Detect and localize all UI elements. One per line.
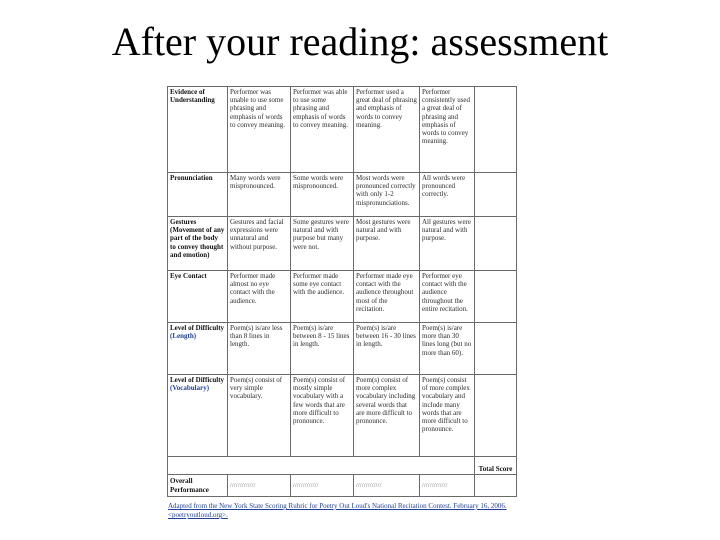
rubric-row-gestures [168, 217, 517, 271]
total-spacer [168, 457, 475, 475]
overall-mark: ///////////// [293, 482, 319, 489]
row-header-sub: (Length) [170, 332, 197, 341]
source-citation: Adapted from the New York State Scoring Rubric for Poetry Out Loud's National Recitation Contest. February 16, 2006. <poetryoutloud.org>. [168, 502, 507, 519]
rubric-cell: Most gestures were natural and with purpose. [354, 217, 420, 271]
rubric-cell: Poem(s) consist of mostly simple vocabulary with a few words that are more difficult to pronounce. [291, 375, 354, 457]
overall-mark-cell [228, 475, 291, 497]
total-score-label: Total Score [475, 457, 517, 475]
overall-mark-cell [291, 475, 354, 497]
rubric-cell: Poem(s) is/are less than 8 lines in length. [228, 323, 291, 375]
rubric-cell: Poem(s) consist of very simple vocabulary. [228, 375, 291, 457]
rubric-cell: Performer made almost no eye contact with the audience. [228, 271, 291, 323]
row-header: Gestures (Movement of any part of the body to convey thought and emotion) [168, 217, 228, 271]
rubric-cell: Some gestures were natural and with purpose but many were not. [291, 217, 354, 271]
rubric-cell: Most words were pronounced correctly with only 1-2 mispronunciations. [354, 173, 420, 217]
score-cell [475, 173, 517, 217]
rubric-row-total [168, 457, 517, 475]
rubric-cell: Performer used a great deal of phrasing and emphasis of words to convey meaning. [354, 87, 420, 173]
rubric-cell: Poem(s) is/are between 8 - 15 lines in length. [291, 323, 354, 375]
overall-mark: ///////////// [230, 482, 256, 489]
rubric-cell: All words were pronounced correctly. [420, 173, 475, 217]
rubric-cell: Performer made some eye contact with the audience. [291, 271, 354, 323]
overall-mark-cell [354, 475, 420, 497]
rubric-cell: Many words were mispronounced. [228, 173, 291, 217]
rubric-cell: Performer was able to use some phrasing and emphasis of words to convey meaning. [291, 87, 354, 173]
overall-mark: ///////////// [422, 482, 448, 489]
rubric-row-pronunciation [168, 173, 517, 217]
row-header: Evidence of Understanding [168, 87, 228, 173]
rubric-cell: Some words were mispronounced. [291, 173, 354, 217]
score-cell [475, 323, 517, 375]
rubric-row-difficulty-length [168, 323, 517, 375]
rubric-cell: All gestures were natural and with purpose. [420, 217, 475, 271]
overall-mark-cell [420, 475, 475, 497]
overall-label: Overall Performance [168, 475, 228, 497]
score-cell [475, 87, 517, 173]
rubric-cell: Poem(s) is/are between 16 - 30 lines in length. [354, 323, 420, 375]
rubric-cell: Performer made eye contact with the audience throughout most of the recitation. [354, 271, 420, 323]
rubric-cell: Performer eye contact with the audience throughout the entire recitation. [420, 271, 475, 323]
rubric-cell: Poem(s) consist of more complex vocabulary including several words that are more difficult to pronounce. [354, 375, 420, 457]
score-cell [475, 475, 517, 497]
rubric-row-difficulty-vocabulary [168, 375, 517, 457]
row-header: Eye Contact [168, 271, 228, 323]
rubric-cell: Poem(s) consist of more complex vocabulary and include many words that are more difficult to pronounce. [420, 375, 475, 457]
rubric-row-overall [168, 475, 517, 497]
row-header [168, 375, 228, 457]
assessment-rubric-table [167, 86, 517, 497]
rubric-cell: Gestures and facial expressions were unnatural and without purpose. [228, 217, 291, 271]
rubric-cell: Performer consistently used a great deal of phrasing and emphasis of words to convey meaning. [420, 87, 475, 173]
rubric-row-eye-contact [168, 271, 517, 323]
row-header [168, 323, 228, 375]
row-header: Pronunciation [168, 173, 228, 217]
score-cell [475, 217, 517, 271]
row-header-label: Level of Difficulty [170, 324, 225, 332]
score-cell [475, 375, 517, 457]
rubric-row-understanding [168, 87, 517, 173]
slide-title: After your reading: assessment [111, 19, 609, 64]
rubric-cell: Performer was unable to use some phrasing and emphasis of words to convey meaning. [228, 87, 291, 173]
row-header-sub: (Vocabulary) [170, 384, 210, 393]
row-header-label: Level of Difficulty [170, 376, 225, 384]
rubric-cell: Poem(s) is/are more than 30 lines long (but no more than 60). [420, 323, 475, 375]
overall-mark: ///////////// [356, 482, 382, 489]
score-cell [475, 271, 517, 323]
